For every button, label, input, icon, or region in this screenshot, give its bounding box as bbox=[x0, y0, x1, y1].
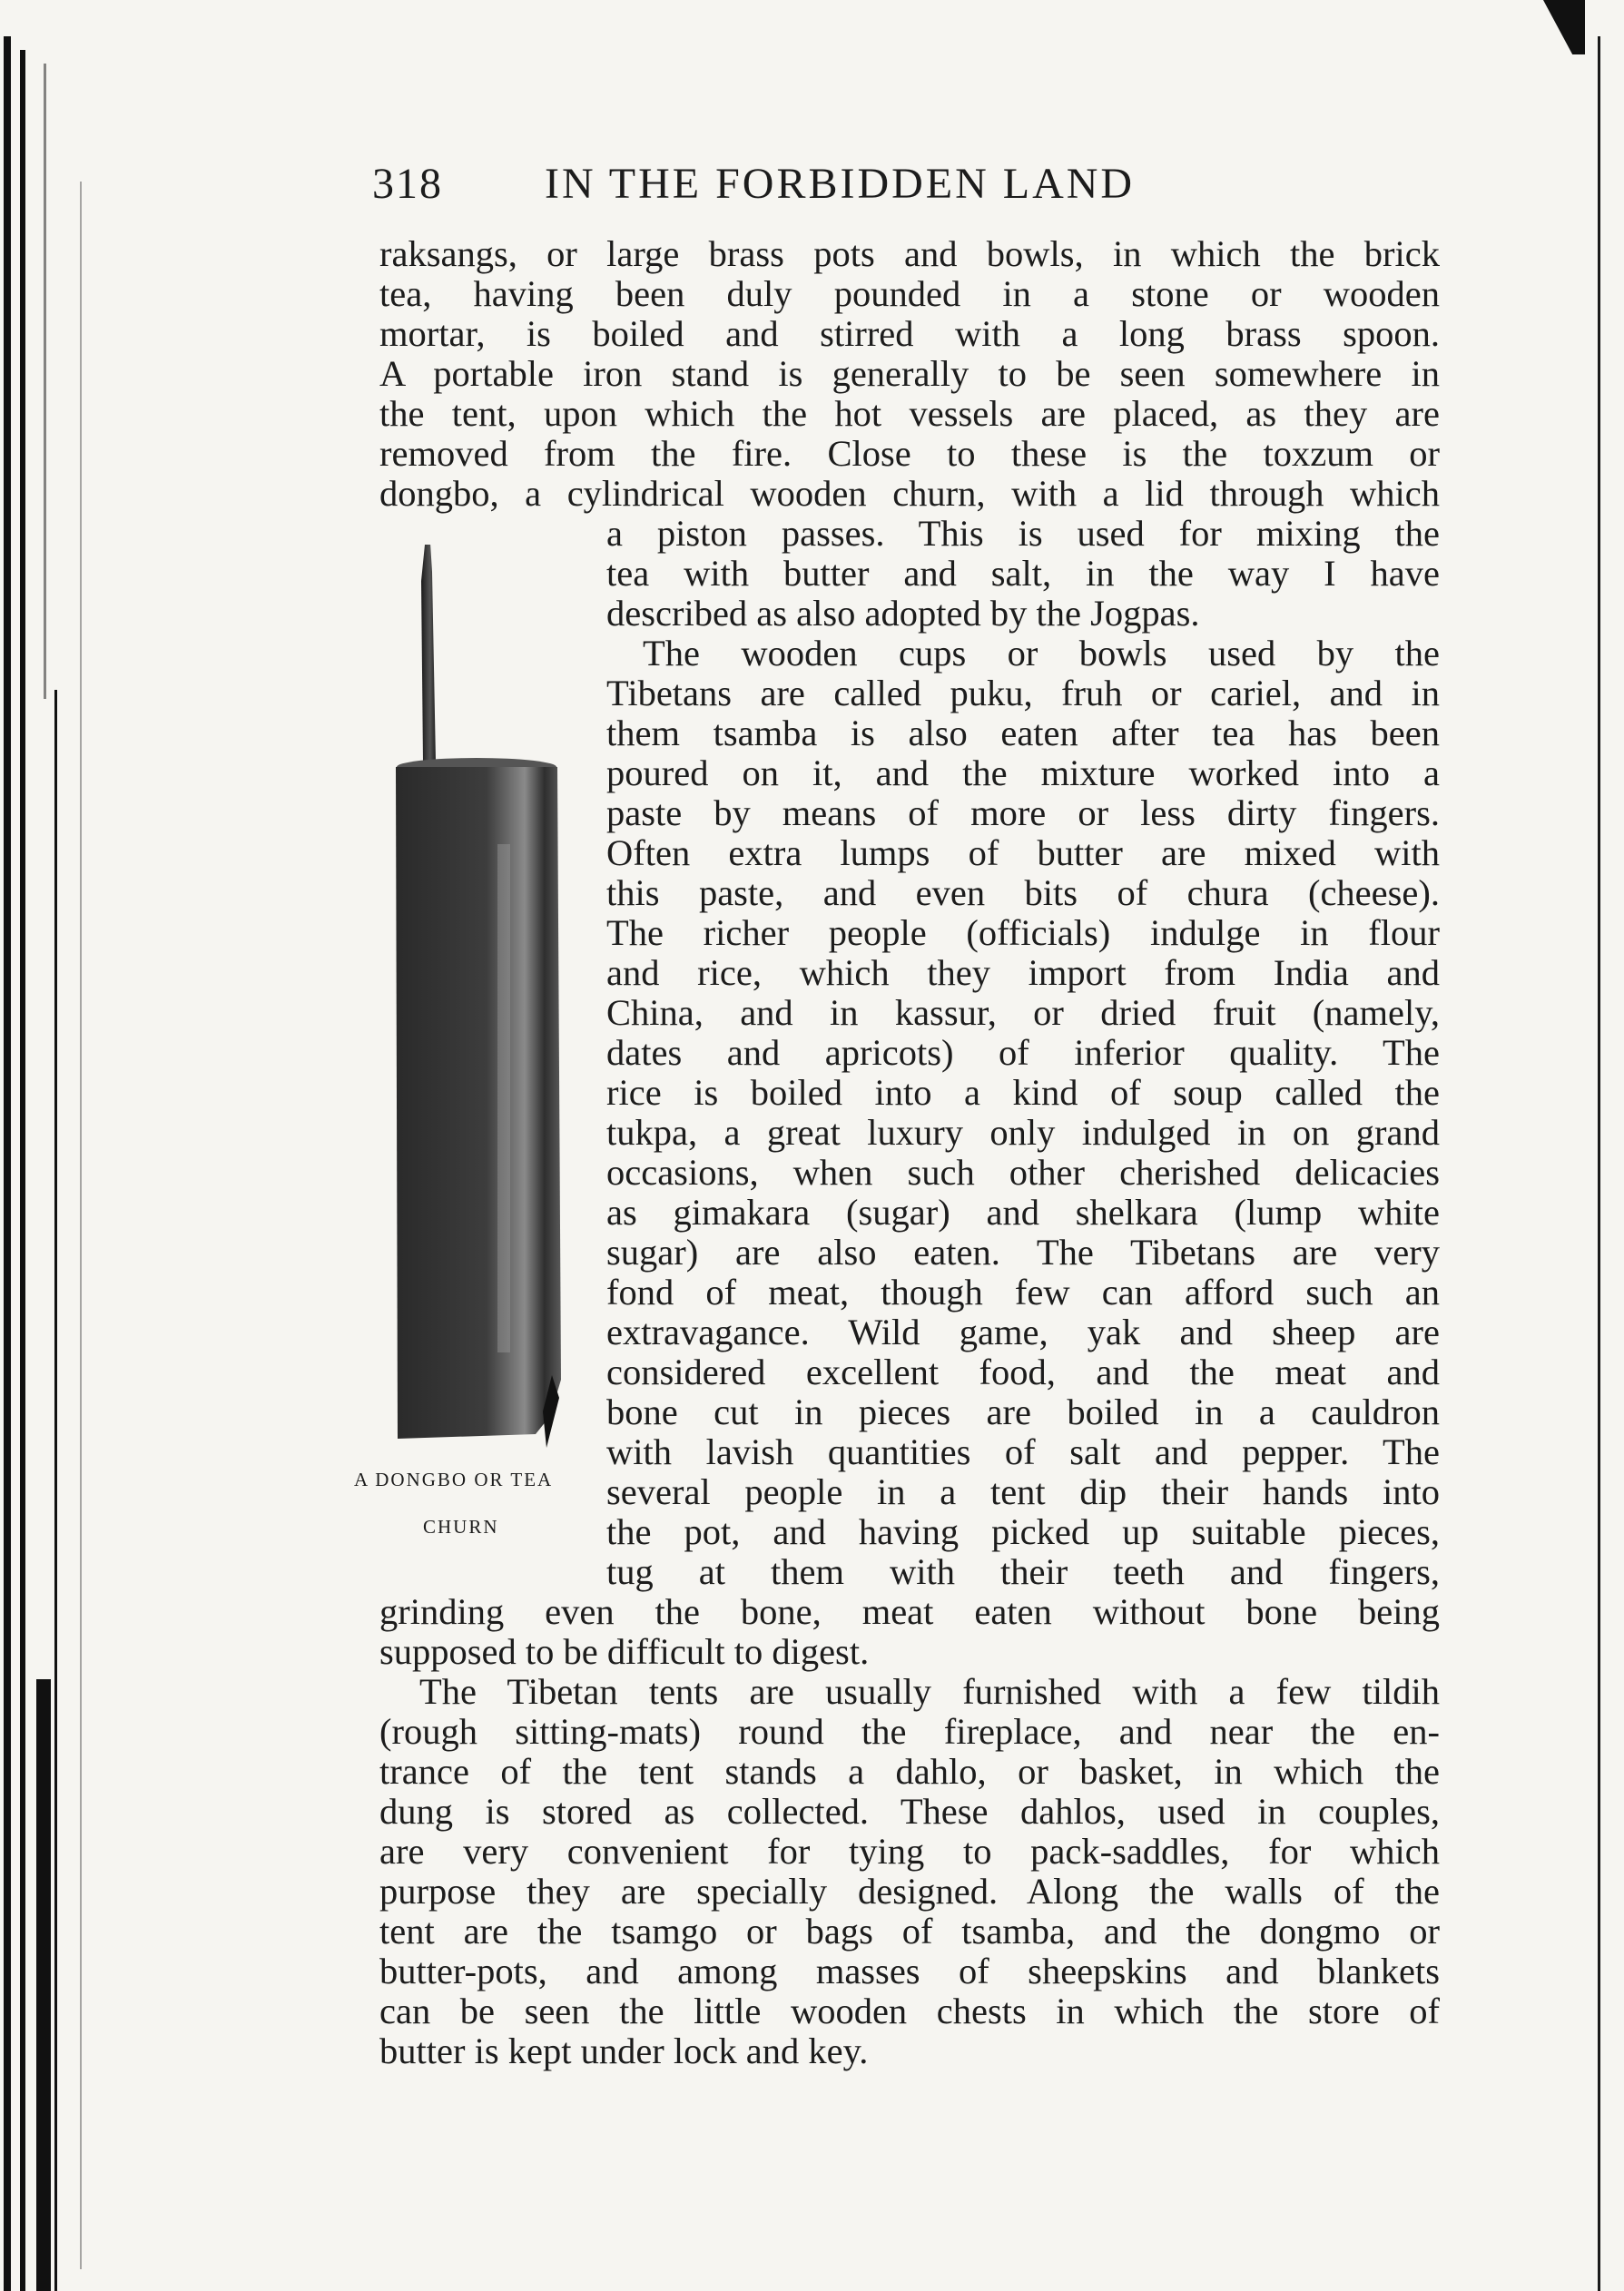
text-line: purpose they are specially designed. Along the walls of the bbox=[379, 1871, 1440, 1912]
text-line: Tibetans are called puku, fruh or cariel, and in bbox=[606, 673, 1440, 713]
churn-body bbox=[396, 767, 561, 1439]
text-line: rice is boiled into a kind of soup called the bbox=[606, 1072, 1440, 1113]
running-title: IN THE FORBIDDEN LAND bbox=[545, 160, 1136, 208]
text-line: the tent, upon which the hot vessels are placed, as they are bbox=[379, 393, 1440, 434]
text-line: tea with butter and salt, in the way I have bbox=[606, 553, 1440, 594]
page-number: 318 bbox=[372, 160, 443, 208]
text-line: as gimakara (sugar) and shelkara (lump white bbox=[606, 1192, 1440, 1233]
text-line: tea, having been duly pounded in a stone or wooden bbox=[379, 273, 1440, 314]
text-line: extravagance. Wild game, yak and sheep are bbox=[606, 1312, 1440, 1352]
book-gutter bbox=[0, 0, 109, 2291]
text-line: The Tibetan tents are usually furnished with a few tildih bbox=[419, 1671, 1440, 1712]
text-line: can be seen the little wooden chests in which the store of bbox=[379, 1991, 1440, 2031]
churn-drawing bbox=[390, 545, 572, 1489]
text-line: butter is kept under lock and key. bbox=[379, 2030, 869, 2071]
text-line: with lavish quantities of salt and pepper. The bbox=[606, 1431, 1440, 1472]
text-line: are very convenient for tying to pack-saddles, for which bbox=[379, 1831, 1440, 1872]
text-line: butter-pots, and among masses of sheepskins and blankets bbox=[379, 1951, 1440, 1991]
running-header bbox=[372, 159, 1280, 222]
text-line: them tsamba is also eaten after tea has been bbox=[606, 713, 1440, 753]
text-line: Often extra lumps of butter are mixed with bbox=[606, 832, 1440, 873]
text-line: dongbo, a cylindrical wooden churn, with a lid through which bbox=[379, 473, 1440, 514]
churn-highlight bbox=[497, 844, 510, 1352]
text-line: tug at them with their teeth and fingers, bbox=[606, 1551, 1440, 1592]
text-line: supposed to be difficult to digest. bbox=[379, 1631, 870, 1672]
figure-caption-line-2: CHURN bbox=[423, 1516, 499, 1538]
text-line: this paste, and even bits of chura (cheese). bbox=[606, 872, 1440, 913]
text-line: paste by means of more or less dirty fingers. bbox=[606, 792, 1440, 833]
text-line: removed from the fire. Close to these is the toxzum or bbox=[379, 433, 1440, 474]
text-line: occasions, when such other cherished delicacies bbox=[606, 1152, 1440, 1193]
text-line: fond of meat, though few can afford such an bbox=[606, 1272, 1440, 1313]
text-line: dates and apricots) of inferior quality. The bbox=[606, 1032, 1440, 1073]
text-line: China, and in kassur, or dried fruit (namely, bbox=[606, 992, 1440, 1033]
text-line: raksangs, or large brass pots and bowls, in which the brick bbox=[379, 233, 1440, 274]
dongbo-churn-illustration bbox=[390, 545, 572, 1489]
text-line: (rough sitting-mats) round the fireplace, and near the en- bbox=[379, 1711, 1440, 1752]
text-line: mortar, is boiled and stirred with a long brass spoon. bbox=[379, 313, 1440, 354]
text-line: considered excellent food, and the meat and bbox=[606, 1352, 1440, 1392]
text-line: tent are the tsamgo or bags of tsamba, and the dongmo or bbox=[379, 1911, 1440, 1952]
text-line: the pot, and having picked up suitable pieces, bbox=[606, 1511, 1440, 1552]
text-line: sugar) are also eaten. The Tibetans are very bbox=[606, 1232, 1440, 1273]
text-line: a piston passes. This is used for mixing the bbox=[606, 513, 1440, 554]
text-line: poured on it, and the mixture worked into a bbox=[606, 752, 1440, 793]
page-corner-mark bbox=[1543, 0, 1585, 54]
text-line: The wooden cups or bowls used by the bbox=[643, 633, 1440, 674]
text-line: dung is stored as collected. These dahlos, used in couples, bbox=[379, 1791, 1440, 1832]
text-line: bone cut in pieces are boiled in a cauldron bbox=[606, 1391, 1440, 1432]
text-line: several people in a tent dip their hands into bbox=[606, 1471, 1440, 1512]
text-line: trance of the tent stands a dahlo, or basket, in which the bbox=[379, 1751, 1440, 1792]
text-line: grinding even the bone, meat eaten without bone being bbox=[379, 1591, 1440, 1632]
figure-caption-line-1: A DONGBO OR TEA bbox=[354, 1469, 554, 1490]
page-edge-line bbox=[1598, 36, 1600, 2291]
text-line: and rice, which they import from India and bbox=[606, 952, 1440, 993]
text-line: described as also adopted by the Jogpas. bbox=[606, 593, 1200, 634]
text-line: The richer people (officials) indulge in flour bbox=[606, 912, 1440, 953]
text-line: A portable iron stand is generally to be seen somewhere in bbox=[379, 353, 1440, 394]
piston-rod bbox=[421, 545, 436, 762]
text-line: tukpa, a great luxury only indulged in on grand bbox=[606, 1112, 1440, 1153]
